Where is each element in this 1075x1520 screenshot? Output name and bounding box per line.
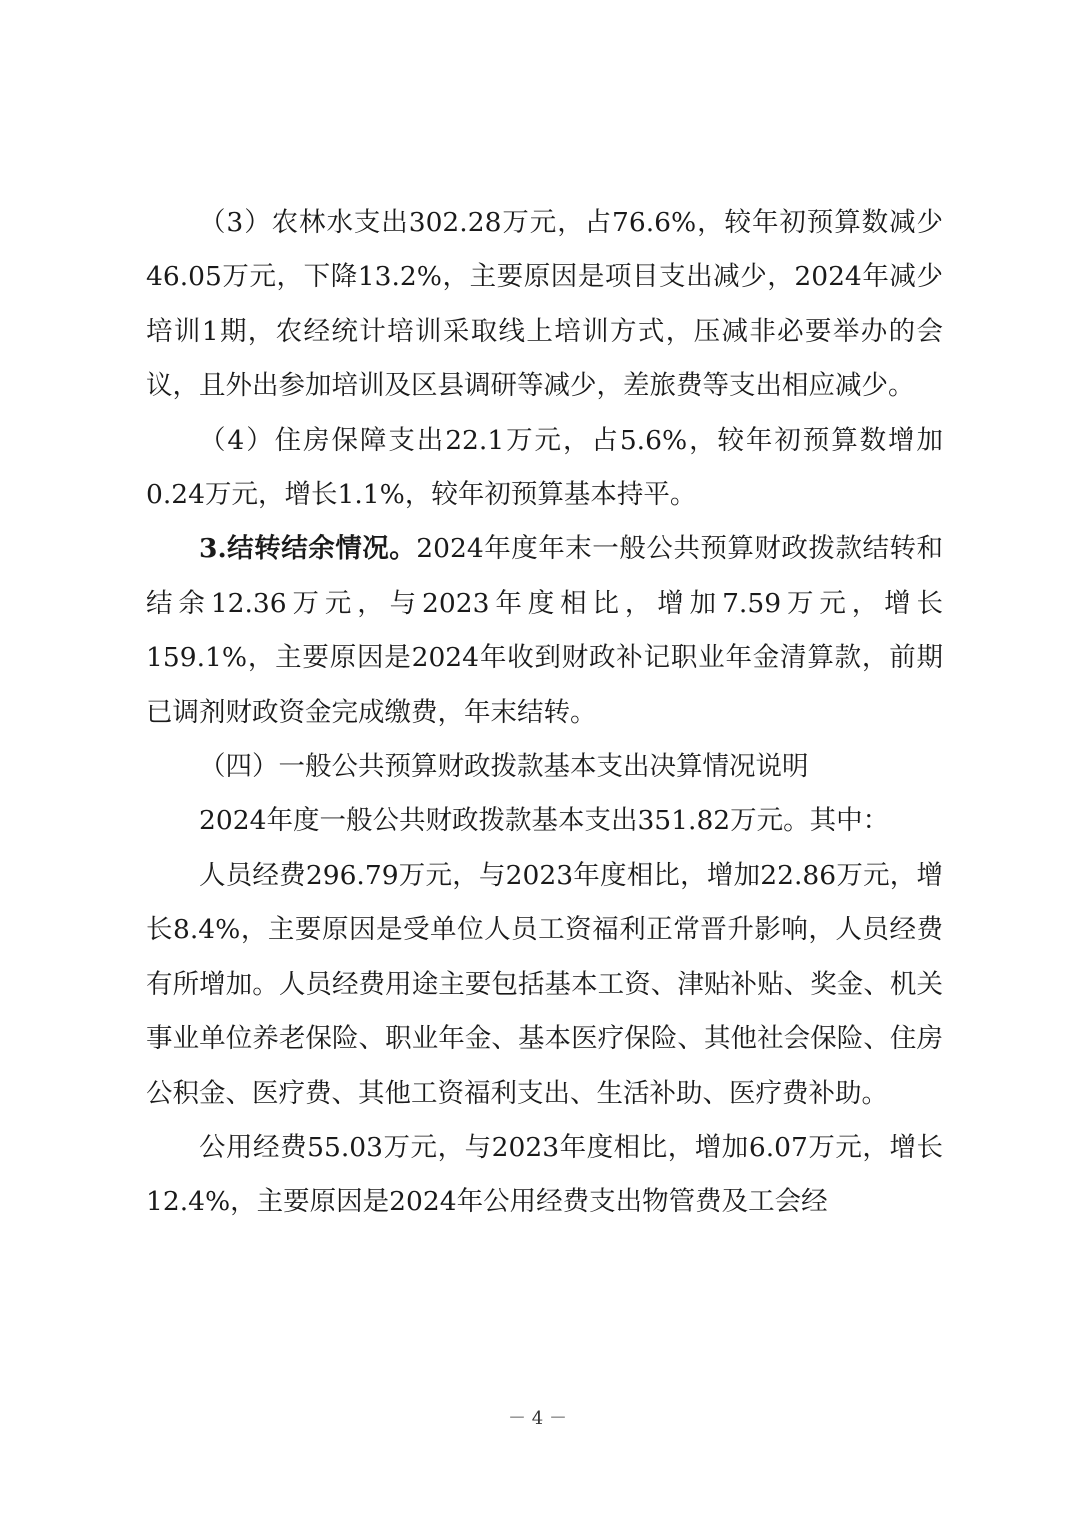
- section-heading-basic-expenditure: （四）一般公共预算财政拨款基本支出决算情况说明: [199, 751, 809, 783]
- paragraph-housing-expenditure: （4）住房保障支出22.1万元，占5.6%，较年初预算数增加0.24万元，增长1.1%，较年初预算基本持平。: [146, 424, 943, 511]
- carryover-body: 2024年度年末一般公共预算财政拨款结转和结余12.36万元，与2023年度相比，增加7.59万元，增长159.1%，主要原因是2024年收到财政补记职业年金清算款，前期已调剂财政资金完成缴费，年末结转。: [146, 533, 943, 728]
- carryover-heading: 3.结转结余情况。: [199, 533, 417, 565]
- paragraph-personnel-expenses: 人员经费296.79万元，与2023年度相比，增加22.86万元，增长8.4%，主要原因是受单位人员工资福利正常晋升影响，人员经费有所增加。人员经费用途主要包括基本工资、津贴补贴、奖金、机关事业单位养老保险、职业年金、基本医疗保险、其他社会保险、住房公积金、医疗费、其他工资福利支出、生活补助、医疗费补助。: [146, 859, 943, 1109]
- document-body: [146, 196, 943, 1230]
- paragraph-carryover-balance: [146, 522, 943, 740]
- paragraph-agriculture-expenditure: （3）农林水支出302.28万元，占76.6%，较年初预算数减少46.05万元，下降13.2%，主要原因是项目支出减少，2024年减少培训1期，农经统计培训采取线上培训方式，压减非必要举办的会议，且外出参加培训及区县调研等减少，差旅费等支出相应减少。: [146, 207, 943, 402]
- paragraph-public-expenses: 公用经费55.03万元，与2023年度相比，增加6.07万元，增长12.4%，主要原因是2024年公用经费支出物管费及工会经: [146, 1131, 943, 1218]
- paragraph-basic-expenditure-total: 2024年度一般公共财政拨款基本支出351.82万元。其中：: [199, 805, 890, 837]
- page-number: － 4 －: [508, 1408, 567, 1429]
